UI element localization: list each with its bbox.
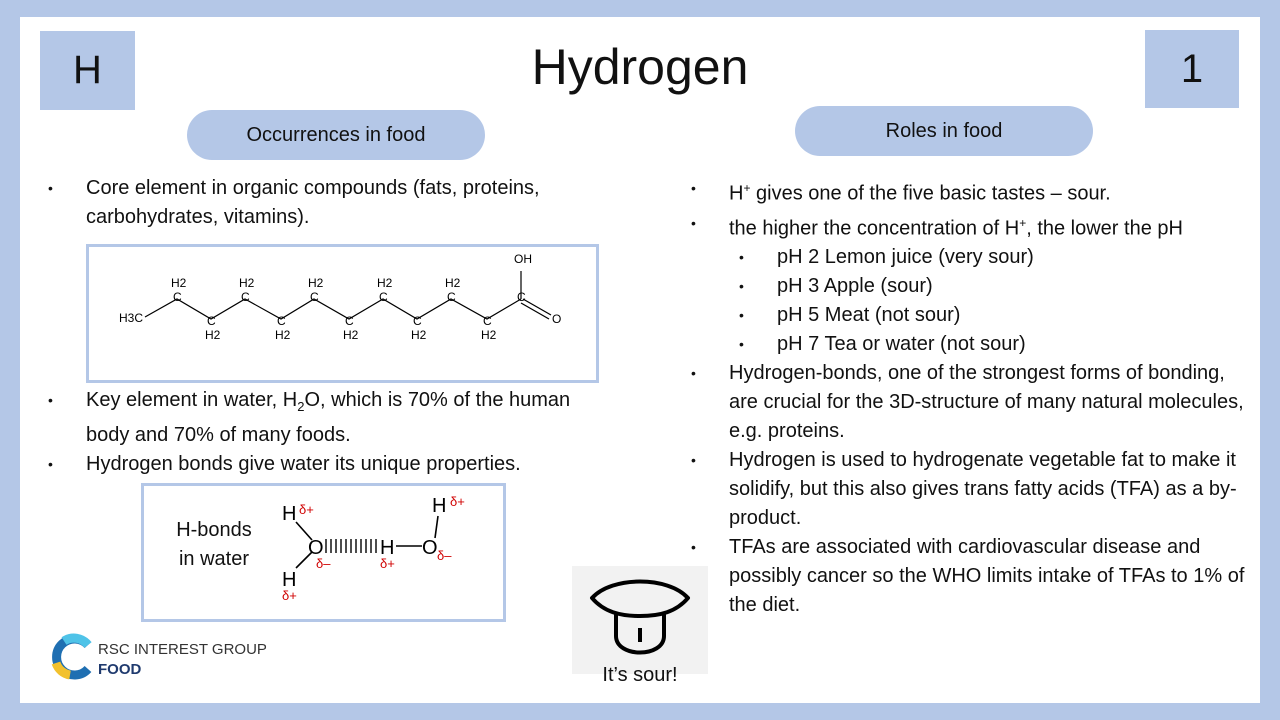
water-bonds-text: Hydrogen bonds give water its unique properties. xyxy=(86,453,521,475)
roles-heading xyxy=(795,106,1093,156)
fatty-acid-structure xyxy=(86,244,599,383)
svg-text:C: C xyxy=(277,314,286,328)
svg-text:δ+: δ+ xyxy=(282,588,297,603)
water-hbond-diagram xyxy=(141,483,506,622)
occurrences-list-bottom xyxy=(48,386,606,479)
logo-line2: FOOD xyxy=(98,661,142,678)
ph-item: • pH 7 Tea or water (not sour) xyxy=(739,333,1026,356)
svg-text:δ+: δ+ xyxy=(299,502,314,517)
svg-text:δ–: δ– xyxy=(316,556,331,571)
list-item: • Hydrogen is used to hydrogenate vegetable fat to make it solidify, but this also gives trans fatty acids (TFA) as a by-product. xyxy=(691,449,1237,530)
slide-title: Hydrogen xyxy=(531,39,749,95)
slide xyxy=(20,17,1260,703)
svg-text:H: H xyxy=(282,569,297,591)
svg-text:C: C xyxy=(483,314,492,328)
svg-text:H2: H2 xyxy=(445,276,461,290)
svg-text:C: C xyxy=(310,290,319,304)
svg-text:C: C xyxy=(207,314,216,328)
list-item: • H+ gives one of the five basic tastes – sour. xyxy=(691,180,1111,205)
svg-text:O: O xyxy=(308,537,324,559)
svg-text:C: C xyxy=(379,290,388,304)
rsc-logo xyxy=(50,631,310,687)
occurrences-heading xyxy=(187,110,485,160)
water-molecules-drawing xyxy=(144,486,503,619)
hbond-label: H-bonds in water xyxy=(176,519,252,570)
svg-text:C: C xyxy=(413,314,422,328)
organic-compounds-text: Core element in organic compounds (fats, proteins, carbohydrates, vitamins). xyxy=(86,177,540,228)
ph-item: • pH 3 Apple (sour) xyxy=(739,275,933,298)
logo-c-icon xyxy=(50,633,96,681)
water-text-pre: Key element in water, H xyxy=(86,389,298,411)
list-item: • Hydrogen bonds give water its unique properties. xyxy=(48,453,521,475)
water-text-post: O, which is 70% of the human body and 70% of many foods. xyxy=(86,389,571,446)
element-number: 1 xyxy=(1180,46,1204,91)
water-subscript: 2 xyxy=(297,399,305,414)
svg-text:H: H xyxy=(282,503,297,525)
roles-heading-label: Roles in food xyxy=(885,119,1003,142)
svg-text:H2: H2 xyxy=(239,276,255,290)
tongue-caption: It’s sour! xyxy=(602,664,678,686)
svg-text:H2: H2 xyxy=(308,276,324,290)
svg-text:H3C: H3C xyxy=(119,311,144,325)
fatty-acid-diagram xyxy=(89,247,596,380)
logo-line1: RSC INTEREST GROUP xyxy=(98,641,267,658)
svg-text:O: O xyxy=(422,537,438,559)
svg-text:C: C xyxy=(173,290,182,304)
svg-text:H2: H2 xyxy=(205,328,221,342)
list-item: • TFAs are associated with cardiovascular disease and possibly cancer so the WHO limits intake of TFAs to 1% of the diet. xyxy=(691,536,1245,617)
list-item: • Key element in water, $H_2O$, which is 70% of the human body and 70% of many foods. xyxy=(48,389,571,446)
svg-text:δ+: δ+ xyxy=(450,494,465,509)
svg-text:H2: H2 xyxy=(411,328,427,342)
tongue-icon xyxy=(572,566,708,674)
occurrences-list-top xyxy=(48,174,606,232)
ph-item: • pH 5 Meat (not sour) xyxy=(739,304,961,327)
svg-text:C: C xyxy=(517,290,526,304)
svg-text:OH: OH xyxy=(514,252,532,266)
svg-text:H2: H2 xyxy=(343,328,359,342)
occurrences-heading-label: Occurrences in food xyxy=(246,123,426,146)
svg-text:H: H xyxy=(432,495,447,517)
ph-item: • pH 2 Lemon juice (very sour) xyxy=(739,246,1034,269)
svg-text:H2: H2 xyxy=(481,328,497,342)
roles-list xyxy=(691,174,1249,620)
svg-text:O: O xyxy=(552,312,562,326)
svg-text:δ–: δ– xyxy=(437,548,452,563)
element-number-box xyxy=(1145,30,1239,108)
svg-text:C: C xyxy=(447,290,456,304)
svg-text:C: C xyxy=(345,314,354,328)
svg-text:H2: H2 xyxy=(275,328,291,342)
element-symbol: H xyxy=(73,48,102,92)
svg-text:H2: H2 xyxy=(377,276,393,290)
svg-text:H: H xyxy=(380,537,395,559)
list-item: • Core element in organic compounds (fats, proteins, carbohydrates, vitamins). xyxy=(48,177,540,228)
svg-text:C: C xyxy=(241,290,250,304)
svg-text:H2: H2 xyxy=(171,276,187,290)
list-item: • Hydrogen-bonds, one of the strongest forms of bonding, are crucial for the 3D-structure of many natural molecules, e.g. proteins. xyxy=(691,362,1244,443)
svg-text:δ+: δ+ xyxy=(380,556,395,571)
list-item: • the higher the concentration of H+, the lower the pH xyxy=(691,214,1183,240)
